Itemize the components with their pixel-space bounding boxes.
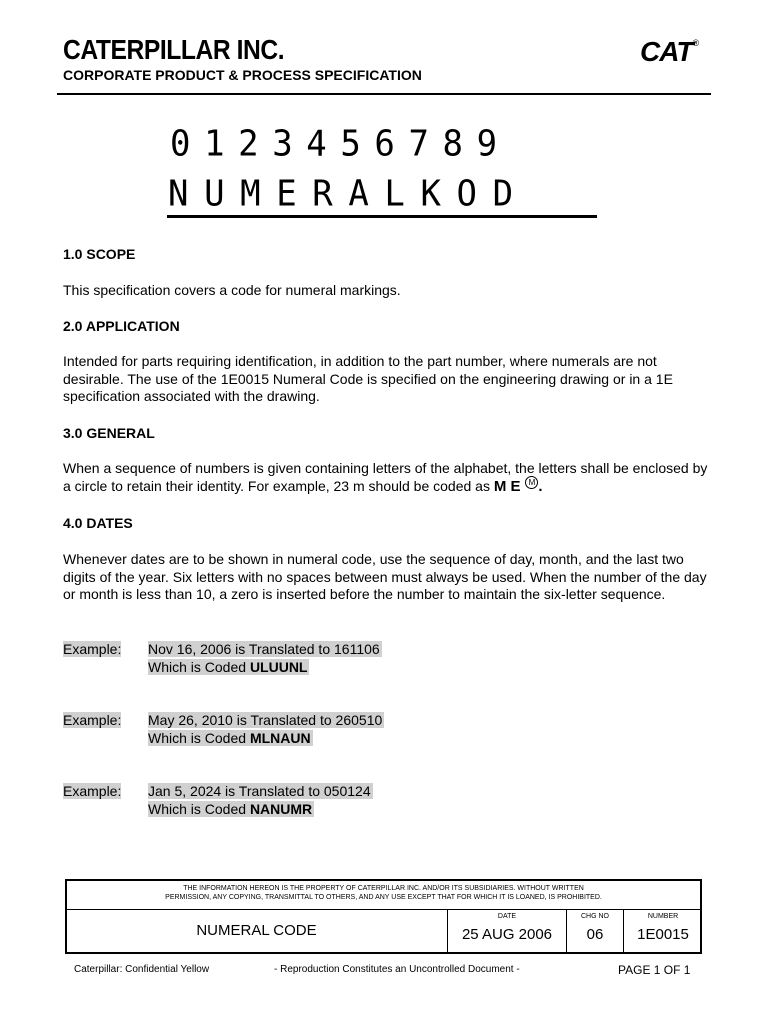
company-name: CATERPILLAR INC.	[63, 34, 285, 65]
general-text: When a sequence of numbers is given containing letters of the alphabet, the letters shall be enclosed by a circle to retain their identity. For example, 23 m should be coded as	[63, 460, 708, 494]
registered-mark: ®	[692, 38, 699, 48]
example-coded: Which is Coded MLNAUN	[148, 730, 311, 746]
section-body-general	[63, 460, 711, 495]
section-body-dates: Whenever dates are to be shown in numeral code, use the sequence of day, month, and the last two digits of the year. Six letters with no spaces between must always be used. When the number of the day or month is less than 10, a zero is inserted before the number to maintain the six-letter sequence.	[63, 551, 707, 602]
coded-example: M E	[493, 477, 521, 495]
property-notice: THE INFORMATION HEREON IS THE PROPERTY OF CATERPILLAR INC. AND/OR ITS SUBSIDIARIES. WITHOUT WRITTEN PERMISSION, ANY COPYING, TRANSMITTAL TO OTHERS, AND ANY USE EXCEPT THAT FOR WHICH IT IS LOANED, IS PROHIBITED.	[165, 885, 602, 901]
example-translation: Nov 16, 2006 is Translated to 161106	[148, 641, 380, 657]
example-label: Example:	[63, 641, 122, 657]
section-heading-application: 2.0 APPLICATION	[63, 318, 180, 334]
reproduction-notice: - Reproduction Constitutes an Uncontrolled Document -	[274, 964, 520, 975]
example-coded: Which is Coded ULUUNL	[148, 659, 308, 675]
confidentiality-label: Caterpillar: Confidential Yellow	[74, 964, 210, 975]
end-mark: .	[538, 477, 543, 495]
code-underline	[167, 215, 597, 218]
example-text	[148, 640, 382, 676]
section-heading-scope: 1.0 SCOPE	[63, 246, 136, 262]
example-coded: Which is Coded NANUMR	[148, 801, 313, 817]
code-digits: 0123456789	[170, 123, 511, 165]
date-label: DATE	[497, 913, 517, 920]
chg-no-label: CHG NO	[581, 913, 609, 920]
section-body-scope: This specification covers a code for numeral markings.	[63, 282, 401, 298]
spec-subtitle: CORPORATE PRODUCT & PROCESS SPECIFICATION	[63, 67, 422, 83]
example-label: Example:	[63, 783, 122, 799]
spec-number: 1E0015	[637, 926, 689, 943]
document-title: NUMERAL CODE	[196, 922, 317, 939]
change-number: 06	[586, 926, 604, 943]
issue-date: 25 AUG 2006	[461, 926, 553, 943]
number-label: NUMBER	[647, 913, 679, 920]
code-letters: NUMERALKOD	[168, 173, 529, 215]
example-label: Example:	[63, 712, 122, 728]
example-translation: May 26, 2010 is Translated to 260510	[148, 712, 383, 728]
section-heading-general: 3.0 GENERAL	[63, 425, 155, 441]
example-translation: Jan 5, 2024 is Translated to 050124	[148, 783, 371, 799]
section-body-application: Intended for parts requiring identification, in addition to the part number, where numerals are not desirable. The use of the 1E0015 Numeral Code is specified on the engineering drawing or in a 1E specification associated with the drawing.	[63, 353, 673, 404]
section-heading-dates: 4.0 DATES	[63, 515, 133, 531]
example-text	[148, 782, 373, 818]
header-rule	[57, 93, 711, 95]
example-text	[148, 711, 384, 747]
cat-logo-text: CAT	[640, 36, 693, 67]
cat-logo	[640, 36, 698, 68]
title-block-divider	[65, 909, 702, 910]
circled-letter: M	[525, 476, 538, 489]
page-number: PAGE 1 OF 1	[618, 963, 691, 977]
